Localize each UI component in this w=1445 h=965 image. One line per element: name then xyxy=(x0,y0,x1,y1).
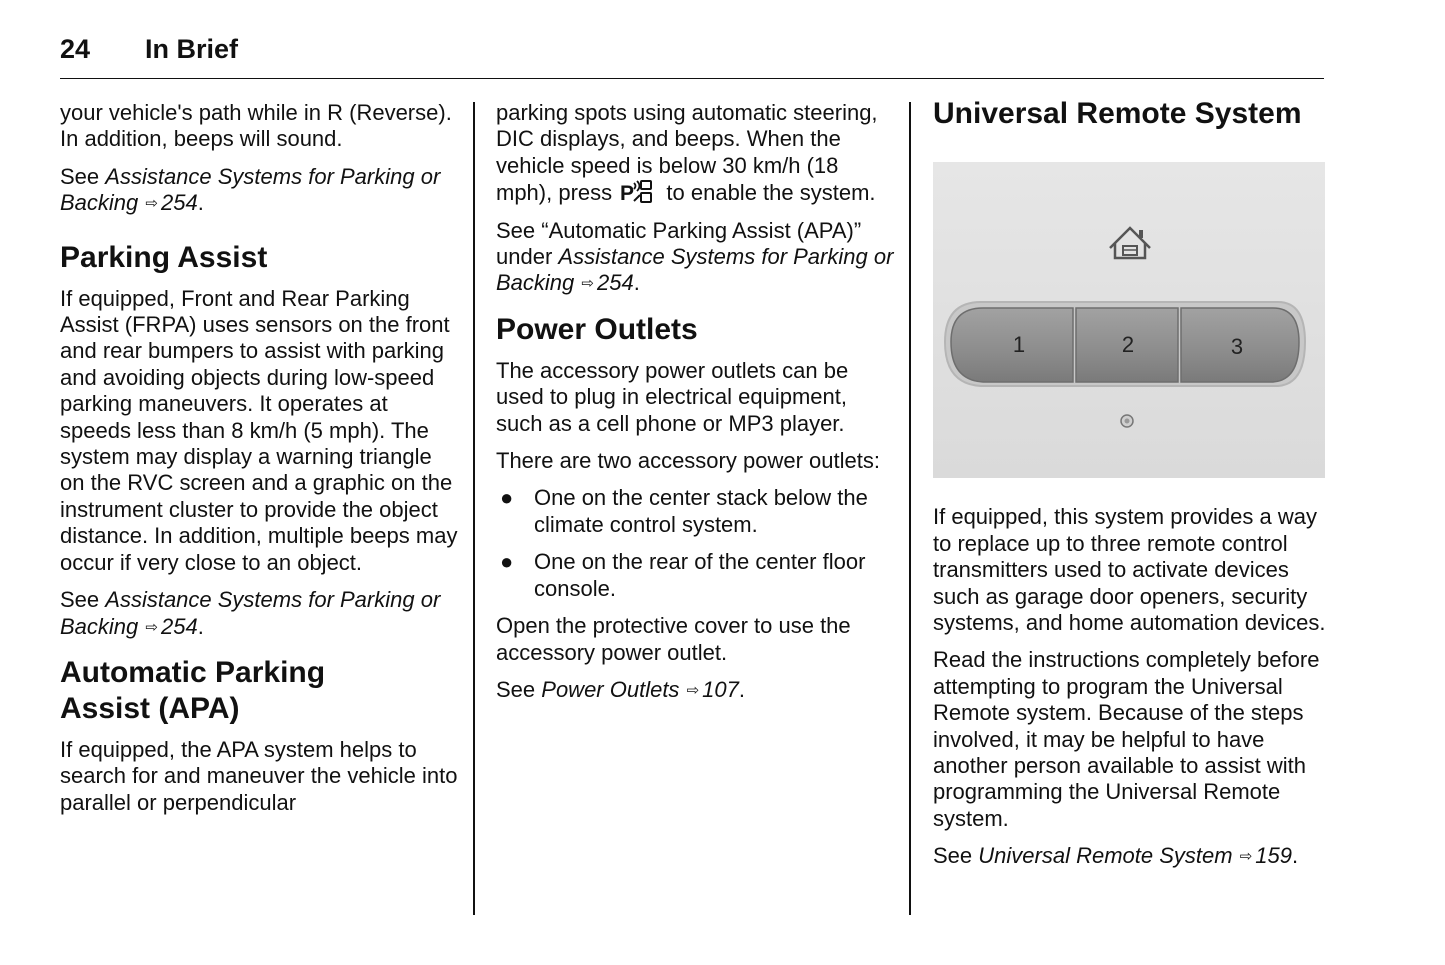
page-number: 24 xyxy=(60,34,91,64)
power-outlets-list xyxy=(496,485,896,602)
column-divider-1 xyxy=(473,102,475,915)
xref-link[interactable]: Power Outlets xyxy=(541,676,680,702)
remote-button-label: 1 xyxy=(1012,332,1026,357)
bullet-icon: ● xyxy=(500,549,514,575)
bullet-icon: ● xyxy=(500,485,514,511)
heading-automatic-parking-assist: Automatic Parking Assist (APA) xyxy=(60,655,326,725)
xref-page[interactable]: 254 xyxy=(160,613,198,639)
column-2 xyxy=(496,100,896,715)
column-3 xyxy=(933,97,1328,882)
remote-button-label: 2 xyxy=(1121,332,1135,357)
column-1 xyxy=(60,100,460,827)
xref-link[interactable]: Assistance Systems for Parking or Backing xyxy=(60,163,441,216)
see-reference: See Assistance Systems for Parking or Backing ⇨ 254. xyxy=(60,164,460,218)
parking-assist-icon xyxy=(620,179,656,205)
xref-arrow-icon: ⇨ xyxy=(145,195,158,213)
see-reference: See “Automatic Parking Assist (APA)” under Assistance Systems for Parking or Backing ⇨ 254. xyxy=(496,218,896,298)
page-header xyxy=(60,34,1324,79)
universal-remote-figure xyxy=(933,162,1325,478)
heading-universal-remote-system: Universal Remote System xyxy=(933,97,1302,130)
remote-button-label: 3 xyxy=(1230,334,1244,359)
xref-arrow-icon: ⇨ xyxy=(145,618,158,636)
see-reference: See Assistance Systems for Parking or Backing ⇨ 254. xyxy=(60,587,460,641)
remote-button-2[interactable] xyxy=(1076,308,1178,382)
list-item: ● One on the center stack below the climate control system. xyxy=(500,485,868,537)
column-divider-2 xyxy=(909,102,911,915)
section-title: In Brief xyxy=(145,34,239,64)
xref-arrow-icon: ⇨ xyxy=(1239,848,1253,866)
xref-page[interactable]: 254 xyxy=(596,270,634,296)
xref-page[interactable]: 107 xyxy=(702,676,739,702)
heading-power-outlets: Power Outlets xyxy=(496,312,698,346)
intro-paragraph: your vehicle's path while in R (Reverse). In addition, beeps will sound. xyxy=(60,100,452,152)
xref-page[interactable]: 254 xyxy=(160,190,198,216)
power-outlets-body-1: The accessory power outlets can be used to plug in electrical equipment, such as a cell phone or MP3 player. xyxy=(496,357,849,436)
universal-remote-body-2: Read the instructions completely before attempting to program the Universal Remote system. Because of the steps involved, it may be helpful to have another person available to assist with programming the Universal Remote system. xyxy=(933,647,1320,831)
xref-link[interactable]: Assistance Systems for Parking or Backing xyxy=(496,244,894,296)
xref-link[interactable]: Assistance Systems for Parking or Backing xyxy=(60,587,441,639)
xref-page[interactable]: 159 xyxy=(1255,843,1292,869)
list-item: ● One on the rear of the center floor console. xyxy=(500,549,866,601)
svg-text:P: P xyxy=(620,182,635,206)
xref-arrow-icon: ⇨ xyxy=(686,681,700,699)
universal-remote-body-1: If equipped, this system provides a way to replace up to three remote control transmitters used to activate devices such as garage door openers, security systems, and home automation devices. xyxy=(933,504,1326,636)
remote-button-1[interactable] xyxy=(951,308,1073,382)
parking-assist-body: If equipped, Front and Rear Parking Assist (FRPA) uses sensors on the front and rear bumpers to assist with parking and avoiding objects during low-speed parking maneuvers. It operates at speeds less than 8 km/h (5 mph). The system may display a warning triangle on the RVC screen and a graphic on the instrument cluster to provide the object distance. In addition, multiple beeps may occur if very close to an object. xyxy=(60,285,458,575)
xref-link[interactable]: Universal Remote System xyxy=(978,843,1233,869)
heading-parking-assist: Parking Assist xyxy=(60,240,268,274)
remote-button-3[interactable] xyxy=(1181,308,1299,382)
power-outlets-body-3: Open the protective cover to use the accessory power outlet. xyxy=(496,613,851,665)
xref-arrow-icon: ⇨ xyxy=(581,275,594,293)
indicator-light-icon xyxy=(1121,415,1133,427)
apa-continued: parking spots using automatic steering, DIC displays, and beeps. When the vehicle speed is below 30 km/h (18 mph), press P to enable the system. xyxy=(496,100,878,206)
apa-body: If equipped, the APA system helps to search for and maneuver the vehicle into parallel or perpendicular xyxy=(60,736,458,815)
see-reference: See Power Outlets ⇨ 107. xyxy=(496,677,896,704)
see-reference: See Universal Remote System ⇨ 159. xyxy=(933,843,1328,870)
power-outlets-body-2: There are two accessory power outlets: xyxy=(496,448,880,474)
